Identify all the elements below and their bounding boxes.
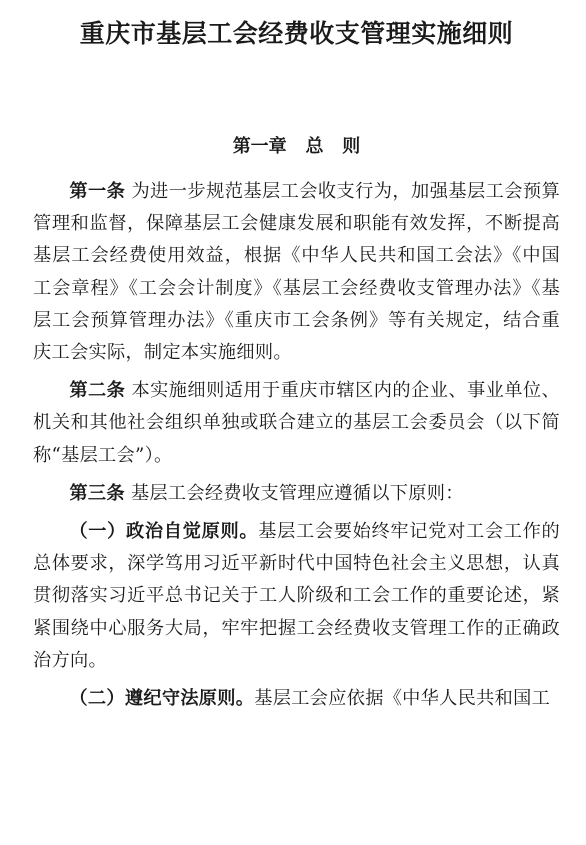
principle-text: 基层工会应依据《中华人民共和国工 [254, 688, 551, 710]
article-label: 第三条 [69, 482, 125, 504]
article-text: 本实施细则适用于重庆市辖区内的企业、事业单位、机关和其他社会组织单独或联合建立的基层工会委员会（以下简称“基层工会”）。 [33, 380, 560, 466]
article-label: 第一条 [69, 181, 126, 202]
chapter-heading: 第一章 总 则 [232, 136, 361, 157]
article-text: 基层工会经费收支管理应遵循以下原则： [124, 482, 464, 504]
article-label: 第二条 [69, 380, 126, 402]
principle-2 [33, 683, 560, 715]
article-3 [33, 478, 560, 510]
document-body [33, 176, 560, 715]
article-1 [33, 176, 560, 369]
article-2 [33, 375, 560, 472]
document-title: 重庆市基层工会经费收支管理实施细则 [79, 19, 514, 48]
principle-label: （二）遵纪守法原则。 [69, 688, 255, 710]
principle-text: 基层工会要始终牢记党对工会工作的总体要求，深学笃用习近平新时代中国特色社会主义思想，认真贯彻落实习近平总书记关于工人阶级和工会工作的重要论述，紧紧围绕中心服务大局，牢牢把握工会经费收支管理工作的正确政治方向。 [33, 521, 560, 671]
principle-label: （一）政治自觉原则。 [69, 521, 259, 543]
principle-1 [33, 516, 560, 677]
article-text: 为进一步规范基层工会收支行为，加强基层工会预算管理和监督，保障基层工会健康发展和职能有效发挥，不断提高基层工会经费使用效益，根据《中华人民共和国工会法》《中国工会章程》《工会会计制度》《基层工会经费收支管理办法》《基层工会预算管理办法》《重庆市工会条例》等有关规定，结合重庆工会实际，制定本实施细则。 [33, 181, 560, 364]
